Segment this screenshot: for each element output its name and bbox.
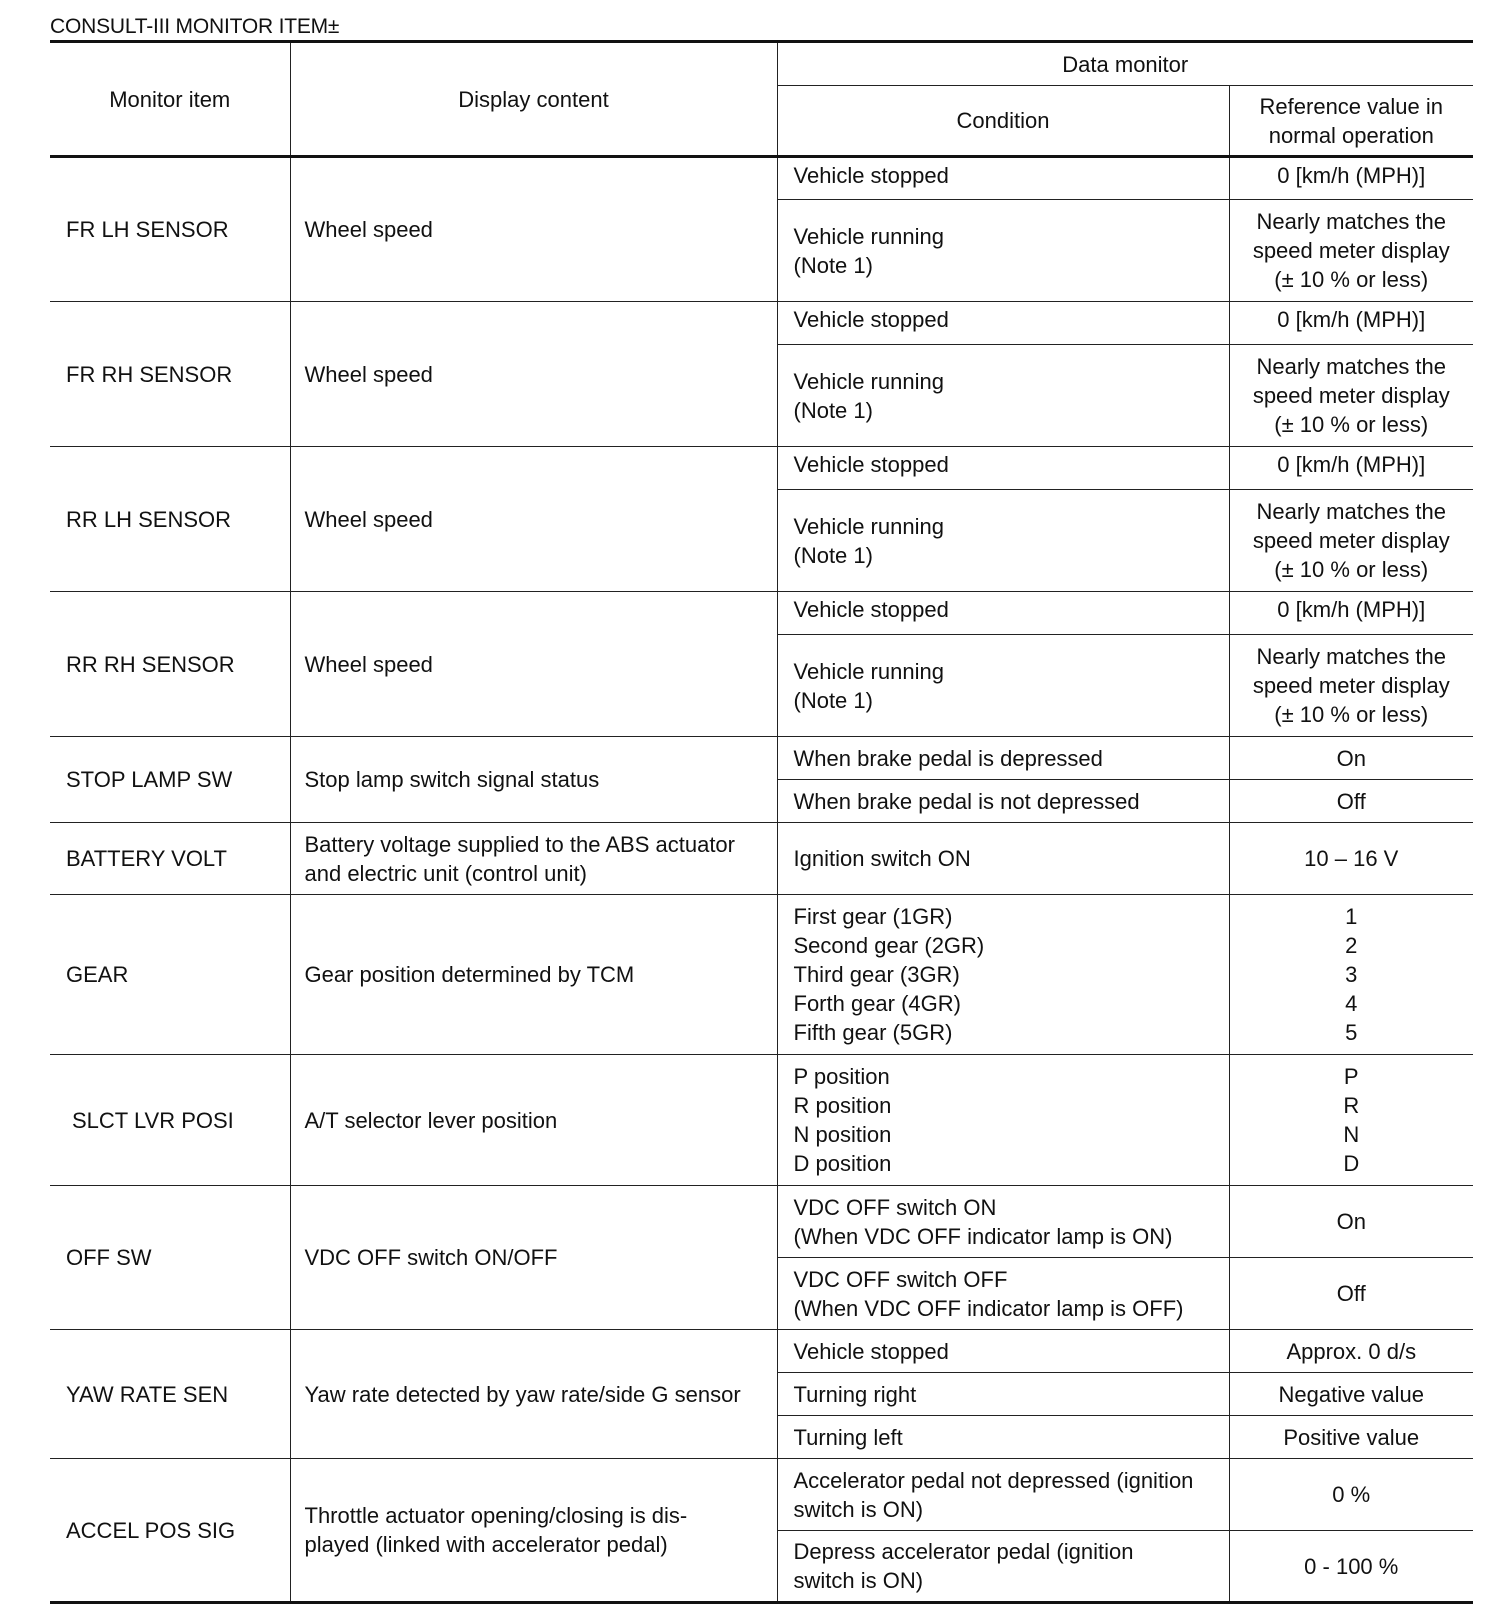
monitor-item-cell: OFF SW bbox=[50, 1186, 290, 1330]
condition-cell: VDC OFF switch OFF (When VDC OFF indicator lamp is OFF) bbox=[777, 1258, 1229, 1330]
table-row bbox=[50, 447, 1473, 490]
monitor-item-cell: SLCT LVR POSI bbox=[50, 1055, 290, 1186]
monitor-item-cell: RR RH SENSOR bbox=[50, 592, 290, 737]
table-row bbox=[50, 1186, 1473, 1258]
condition-cell: Vehicle running (Note 1) bbox=[777, 635, 1229, 737]
reference-value-cell: Approx. 0 d/s bbox=[1229, 1330, 1473, 1373]
document-title: CONSULT-III MONITOR ITEM± bbox=[50, 15, 340, 38]
condition-cell: Vehicle stopped bbox=[777, 302, 1229, 345]
condition-cell: Ignition switch ON bbox=[777, 823, 1229, 895]
display-content-cell: Gear position determined by TCM bbox=[290, 895, 777, 1055]
monitor-item-table bbox=[50, 40, 1473, 1604]
table-row bbox=[50, 895, 1473, 1055]
header-reference-value: Reference value in normal operation bbox=[1229, 86, 1473, 157]
table-row bbox=[50, 737, 1473, 780]
display-content-cell: Yaw rate detected by yaw rate/side G sensor bbox=[290, 1330, 777, 1459]
condition-cell: Turning right bbox=[777, 1373, 1229, 1416]
reference-value-cell: On bbox=[1229, 1186, 1473, 1258]
display-content-cell: A/T selector lever position bbox=[290, 1055, 777, 1186]
display-content-cell: Battery voltage supplied to the ABS actuator and electric unit (control unit) bbox=[290, 823, 777, 895]
condition-cell: VDC OFF switch ON (When VDC OFF indicator lamp is ON) bbox=[777, 1186, 1229, 1258]
condition-cell: Accelerator pedal not depressed (ignition switch is ON) bbox=[777, 1459, 1229, 1531]
table-row bbox=[50, 1330, 1473, 1373]
monitor-item-cell: FR LH SENSOR bbox=[50, 157, 290, 302]
monitor-item-cell: YAW RATE SEN bbox=[50, 1330, 290, 1459]
display-content-cell: Wheel speed bbox=[290, 157, 777, 302]
reference-value-cell: Off bbox=[1229, 1258, 1473, 1330]
table-body bbox=[50, 157, 1473, 1603]
monitor-item-cell: ACCEL POS SIG bbox=[50, 1459, 290, 1603]
condition-cell: Vehicle stopped bbox=[777, 447, 1229, 490]
header-condition: Condition bbox=[777, 86, 1229, 157]
display-content-cell: VDC OFF switch ON/OFF bbox=[290, 1186, 777, 1330]
display-content-cell: Wheel speed bbox=[290, 447, 777, 592]
reference-value-cell: Positive value bbox=[1229, 1416, 1473, 1459]
header-display-content: Display content bbox=[290, 42, 777, 157]
display-content-cell: Wheel speed bbox=[290, 302, 777, 447]
display-content-cell: Throttle actuator opening/closing is dis- played (linked with accelerator pedal) bbox=[290, 1459, 777, 1603]
condition-cell: Vehicle stopped bbox=[777, 157, 1229, 200]
reference-value-cell: 0 [km/h (MPH)] bbox=[1229, 447, 1473, 490]
table-row bbox=[50, 823, 1473, 895]
reference-value-cell: 1 2 3 4 5 bbox=[1229, 895, 1473, 1055]
monitor-item-cell: FR RH SENSOR bbox=[50, 302, 290, 447]
table-row bbox=[50, 1055, 1473, 1186]
condition-cell: When brake pedal is not depressed bbox=[777, 780, 1229, 823]
monitor-item-cell: STOP LAMP SW bbox=[50, 737, 290, 823]
condition-cell: Vehicle stopped bbox=[777, 1330, 1229, 1373]
header-monitor-item: Monitor item bbox=[50, 42, 290, 157]
condition-cell: P position R position N position D position bbox=[777, 1055, 1229, 1186]
table-row bbox=[50, 302, 1473, 345]
header-data-monitor: Data monitor bbox=[777, 42, 1473, 86]
reference-value-cell: Off bbox=[1229, 780, 1473, 823]
reference-value-cell: Negative value bbox=[1229, 1373, 1473, 1416]
table-row bbox=[50, 592, 1473, 635]
reference-value-cell: 0 [km/h (MPH)] bbox=[1229, 157, 1473, 200]
display-content-cell: Stop lamp switch signal status bbox=[290, 737, 777, 823]
reference-value-cell: 0 % bbox=[1229, 1459, 1473, 1531]
condition-cell: When brake pedal is depressed bbox=[777, 737, 1229, 780]
table-row bbox=[50, 1459, 1473, 1531]
condition-cell: Turning left bbox=[777, 1416, 1229, 1459]
condition-cell: Depress accelerator pedal (ignition switch is ON) bbox=[777, 1531, 1229, 1603]
condition-cell: Vehicle running (Note 1) bbox=[777, 490, 1229, 592]
reference-value-cell: Nearly matches the speed meter display (± 10 % or less) bbox=[1229, 490, 1473, 592]
reference-value-cell: 10 – 16 V bbox=[1229, 823, 1473, 895]
reference-value-cell: Nearly matches the speed meter display (± 10 % or less) bbox=[1229, 345, 1473, 447]
monitor-item-cell: GEAR bbox=[50, 895, 290, 1055]
reference-value-cell: P R N D bbox=[1229, 1055, 1473, 1186]
display-content-cell: Wheel speed bbox=[290, 592, 777, 737]
reference-value-cell: On bbox=[1229, 737, 1473, 780]
table-row bbox=[50, 157, 1473, 200]
reference-value-cell: Nearly matches the speed meter display (± 10 % or less) bbox=[1229, 200, 1473, 302]
reference-value-cell: 0 [km/h (MPH)] bbox=[1229, 592, 1473, 635]
reference-value-cell: Nearly matches the speed meter display (± 10 % or less) bbox=[1229, 635, 1473, 737]
condition-cell: Vehicle stopped bbox=[777, 592, 1229, 635]
monitor-item-cell: BATTERY VOLT bbox=[50, 823, 290, 895]
reference-value-cell: 0 [km/h (MPH)] bbox=[1229, 302, 1473, 345]
condition-cell: Vehicle running (Note 1) bbox=[777, 200, 1229, 302]
condition-cell: First gear (1GR) Second gear (2GR) Third gear (3GR) Forth gear (4GR) Fifth gear (5GR) bbox=[777, 895, 1229, 1055]
reference-value-cell: 0 - 100 % bbox=[1229, 1531, 1473, 1603]
monitor-item-cell: RR LH SENSOR bbox=[50, 447, 290, 592]
condition-cell: Vehicle running (Note 1) bbox=[777, 345, 1229, 447]
table-header bbox=[50, 42, 1473, 157]
